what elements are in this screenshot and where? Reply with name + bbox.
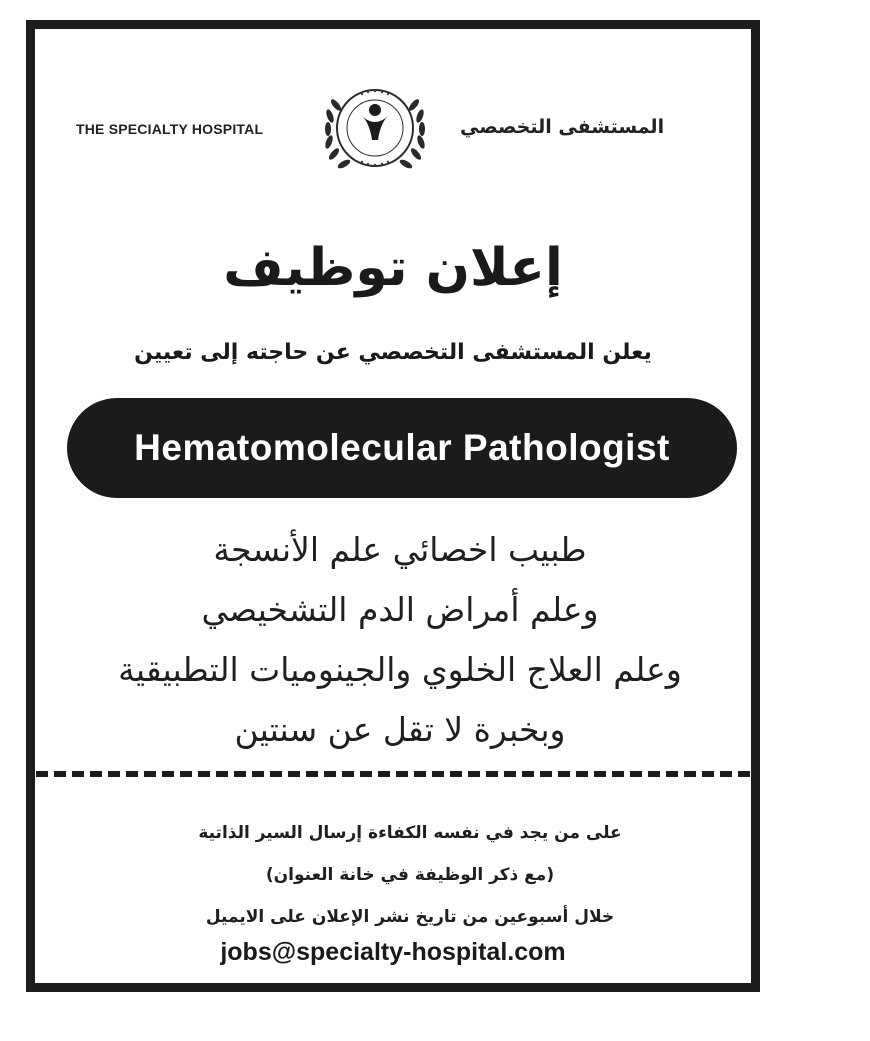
announcement-title: إعلان توظيف [223,238,563,298]
hospital-emblem-icon [300,68,450,188]
position-banner [67,398,737,498]
dashed-divider [36,771,750,777]
instruction-line: على من يجد في نفسه الكفاءة إرسال السير الذاتية [198,823,622,843]
contact-email: jobs@specialty-hospital.com [220,938,566,966]
position-title: Hematomolecular Pathologist [134,427,670,468]
hospital-name-english: THE SPECIALTY HOSPITAL [76,121,264,137]
instruction-line: خلال أسبوعين من تاريخ نشر الإعلان على الايميل [205,907,615,927]
description-line: وعلم العلاج الخلوي والجينوميات التطبيقية [118,650,682,689]
application-instructions [40,812,780,938]
hospital-header [40,68,710,188]
description-line: وبخبرة لا تقل عن سنتين [234,710,566,749]
description-line: وعلم أمراض الدم التشخيصي [201,590,599,629]
description-line: طبيب اخصائي علم الأنسجة [213,530,587,569]
position-description [40,520,760,760]
announcement-intro: يعلن المستشفى التخصصي عن حاجته إلى تعيين [134,340,652,365]
instruction-line: (مع ذكر الوظيفة في خانة العنوان) [265,865,555,885]
hospital-name-arabic: المستشفى التخصصي [460,116,665,138]
